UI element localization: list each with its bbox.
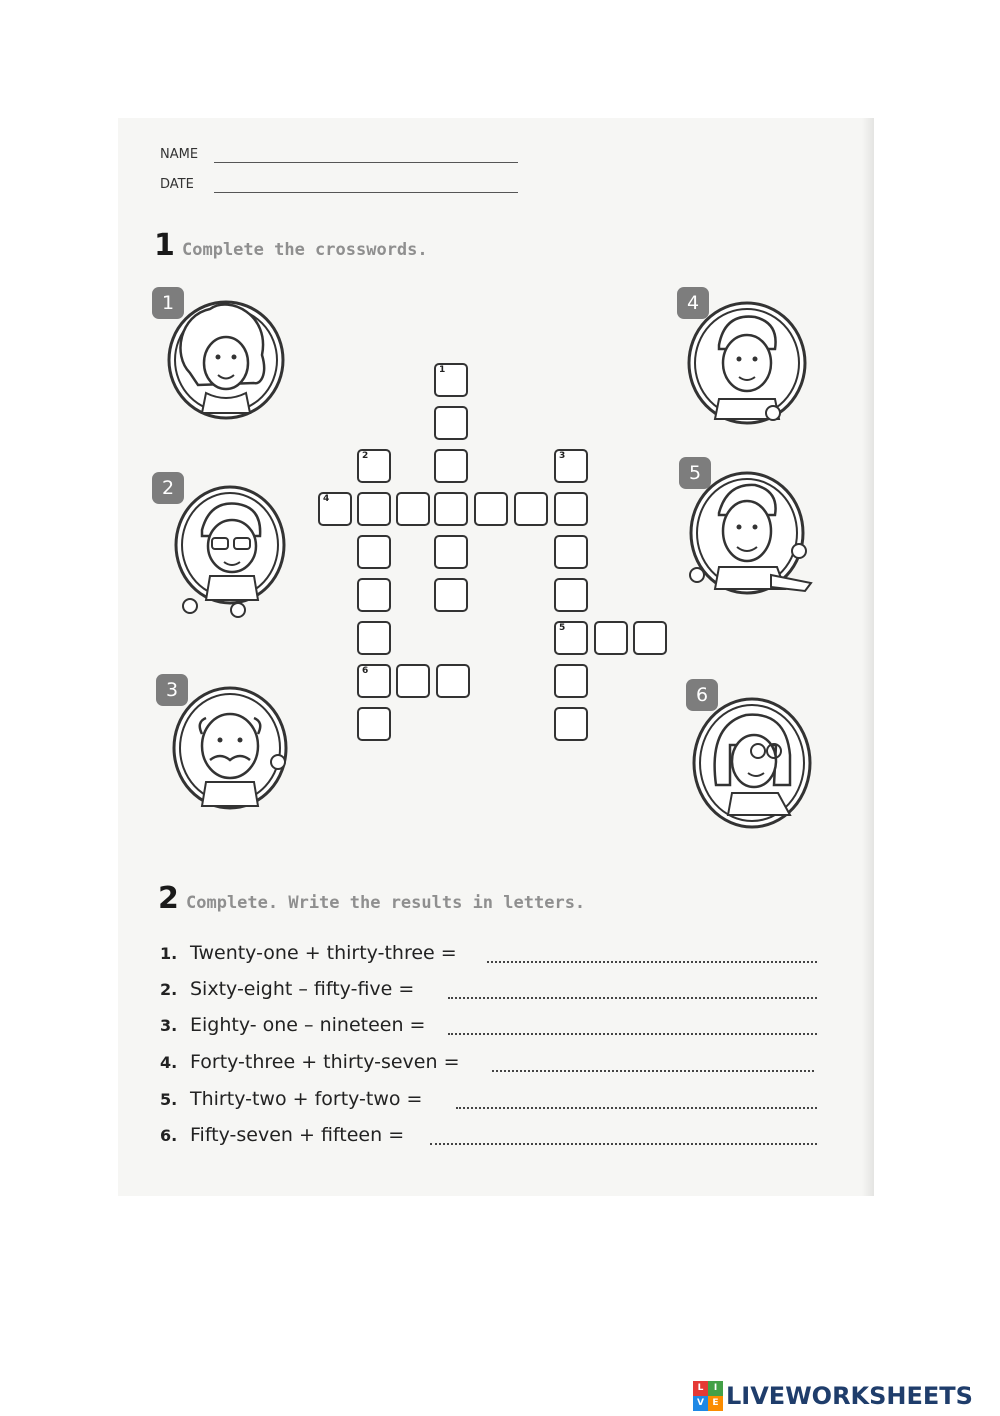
equation-text: Fifty-seven + fifteen = [190, 1124, 405, 1146]
crossword-cell[interactable] [434, 578, 468, 612]
portrait-badge-3: 3 [156, 674, 188, 706]
answer-line-4[interactable] [492, 1070, 814, 1072]
section-2-number: 2 [158, 881, 179, 916]
crossword-cell[interactable] [396, 492, 430, 526]
clue-number-1: 1 [439, 365, 446, 375]
equation-number: 2. [160, 980, 178, 999]
equation-text: Forty-three + thirty-seven = [190, 1051, 460, 1073]
equation-row-6 [160, 1124, 404, 1154]
equation-row-2 [160, 978, 414, 1008]
name-label: NAME [160, 147, 199, 162]
crossword-cell[interactable] [434, 492, 468, 526]
answer-line-6[interactable] [430, 1143, 817, 1145]
equation-number: 4. [160, 1053, 178, 1072]
answer-line-5[interactable] [456, 1107, 817, 1109]
clue-number-6: 6 [362, 666, 369, 676]
equation-text: Thirty-two + forty-two = [190, 1088, 423, 1110]
portrait-3 [150, 670, 295, 820]
equation-row-5 [160, 1088, 422, 1118]
clue-number-4: 4 [323, 494, 330, 504]
crossword-cell[interactable] [554, 664, 588, 698]
crossword-cell[interactable] [357, 449, 391, 483]
equation-row-1 [160, 942, 457, 972]
equation-number: 3. [160, 1016, 178, 1035]
portrait-6 [680, 675, 820, 835]
crossword-cell[interactable] [554, 535, 588, 569]
crossword-cell[interactable] [554, 449, 588, 483]
section-2-title: Complete. Write the results in letters. [186, 893, 586, 913]
crossword-cell[interactable] [357, 492, 391, 526]
portrait-4 [675, 285, 815, 430]
portrait-badge-1: 1 [152, 287, 184, 319]
crossword-cell[interactable] [357, 664, 391, 698]
portrait-badge-4: 4 [677, 287, 709, 319]
crossword-cell[interactable] [434, 449, 468, 483]
liveworksheets-logo[interactable] [693, 1376, 973, 1416]
clue-number-2: 2 [362, 451, 369, 461]
equation-number: 6. [160, 1126, 178, 1145]
portrait-1 [150, 285, 290, 425]
crossword-cell[interactable] [434, 363, 468, 397]
equation-text: Twenty-one + thirty-three = [190, 942, 457, 964]
clue-number-5: 5 [559, 623, 566, 633]
name-line[interactable] [214, 162, 518, 163]
crossword-cell[interactable] [318, 492, 352, 526]
scan-edge [862, 118, 874, 1196]
portrait-badge-6: 6 [686, 679, 718, 711]
crossword-cell[interactable] [434, 535, 468, 569]
crossword-cell[interactable] [554, 621, 588, 655]
answer-line-3[interactable] [448, 1033, 817, 1035]
crossword-cell[interactable] [633, 621, 667, 655]
crossword-cell[interactable] [594, 621, 628, 655]
clue-number-3: 3 [559, 451, 566, 461]
crossword-cell[interactable] [357, 535, 391, 569]
crossword-cell[interactable] [357, 707, 391, 741]
section-1-number: 1 [154, 228, 175, 263]
crossword-cell[interactable] [554, 707, 588, 741]
crossword-cell[interactable] [396, 664, 430, 698]
portrait-badge-5: 5 [679, 457, 711, 489]
crossword-cell[interactable] [434, 406, 468, 440]
crossword-cell[interactable] [357, 621, 391, 655]
answer-line-1[interactable] [487, 961, 817, 963]
crossword-cell[interactable] [474, 492, 508, 526]
date-label: DATE [160, 177, 194, 192]
equation-text: Eighty- one – nineteen = [190, 1014, 426, 1036]
crossword-cell[interactable] [357, 578, 391, 612]
crossword-cell[interactable] [514, 492, 548, 526]
equation-text: Sixty-eight – fifty-five = [190, 978, 415, 1000]
liveworksheets-name: LIVEWORKSHEETS [726, 1382, 973, 1410]
equation-number: 5. [160, 1090, 178, 1109]
portrait-badge-2: 2 [152, 472, 184, 504]
crossword-cell[interactable] [436, 664, 470, 698]
section-1-title: Complete the crosswords. [182, 240, 428, 260]
equation-row-4 [160, 1051, 460, 1081]
crossword-cell[interactable] [554, 578, 588, 612]
equation-number: 1. [160, 944, 178, 963]
portrait-2 [150, 470, 290, 625]
answer-line-2[interactable] [448, 997, 817, 999]
date-line[interactable] [214, 192, 518, 193]
liveworksheets-mark-icon: L I V E [693, 1381, 723, 1411]
portrait-5 [675, 455, 820, 605]
crossword-cell[interactable] [554, 492, 588, 526]
equation-row-3 [160, 1014, 425, 1044]
